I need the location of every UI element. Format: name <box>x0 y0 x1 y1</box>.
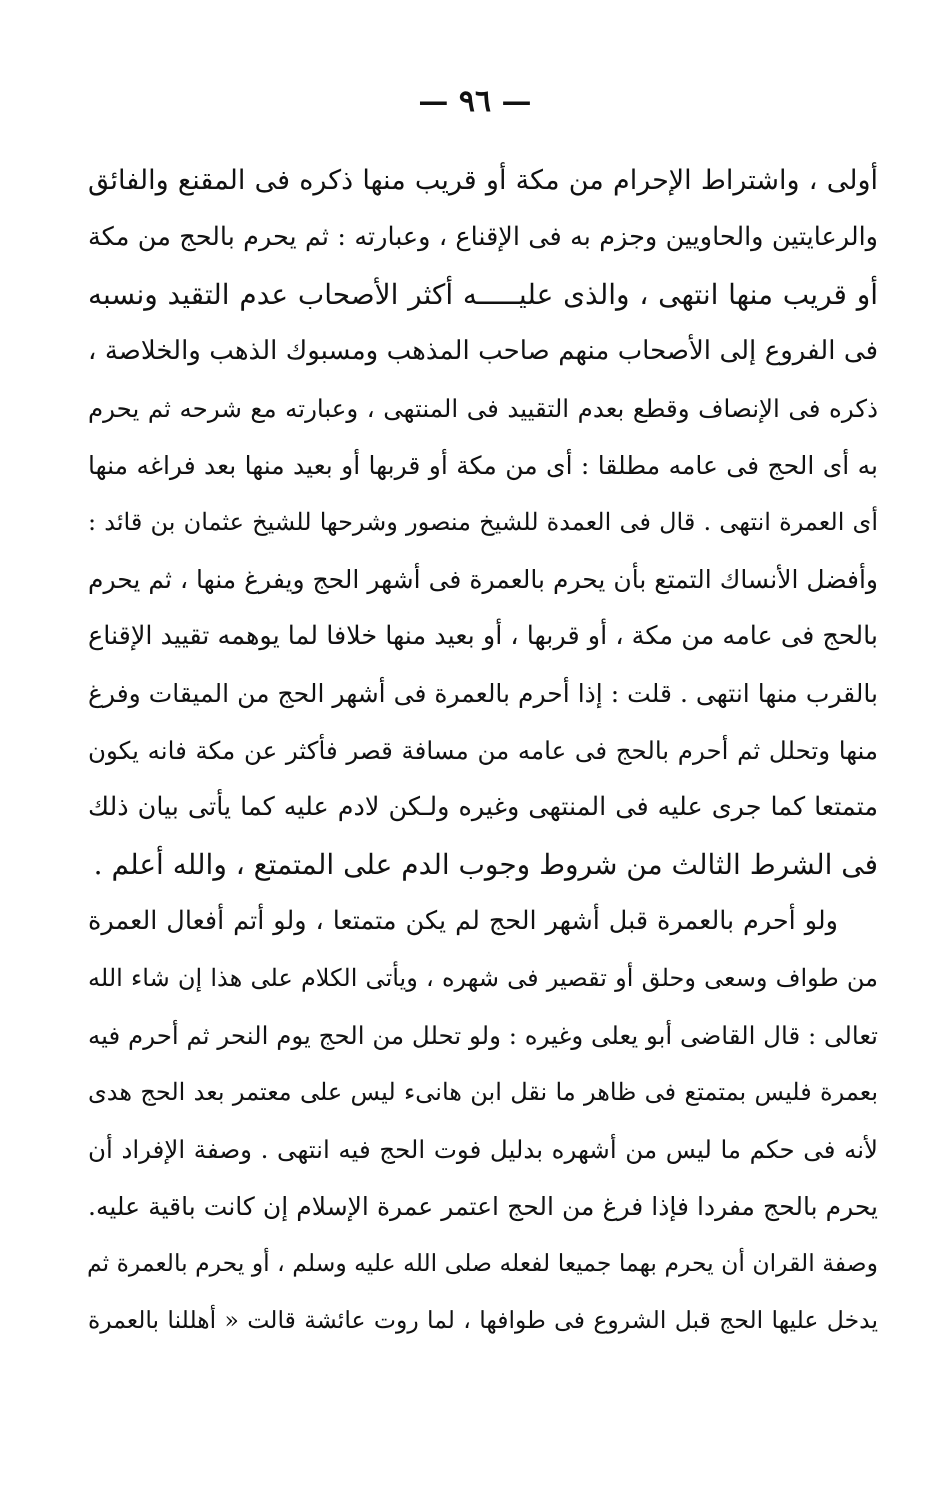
body-text <box>88 152 878 1349</box>
text-line: متمتعا كما جرى عليه فى المنتهى وغيره ولـكن لادم عليه كما يأتى بيان ذلك <box>88 792 878 822</box>
text-line: يحرم بالحج مفردا فإذا فرغ من الحج اعتمر عمرة الإسلام إن كانت باقية عليه. <box>88 1192 878 1221</box>
text-line: ولو أحرم بالعمرة قبل أشهر الحج لم يكن متمتعا ، ولو أتم أفعال العمرة <box>88 906 838 936</box>
text-line: بالقرب منها انتهى . قلت : إذا أحرم بالعمرة فى أشهر الحج من الميقات وفرغ <box>88 679 878 708</box>
text-line: أولى ، واشتراط الإحرام من مكة أو قريب منها ذكره فى المقنع والفائق <box>88 165 878 196</box>
page-number: — ٩٦ — <box>418 84 532 119</box>
text-line: من طواف وسعى وحلق أو تقصير فى شهره ، ويأتى الكلام على هذا إن شاء الله <box>88 964 878 992</box>
text-line: بعمرة فليس بمتمتع فى ظاهر ما نقل ابن هانىء ليس على معتمر بعد الحج هدى <box>88 1078 878 1106</box>
text-line: فى الفروع إلى الأصحاب منهم صاحب المذهب ومسبوك الذهب والخلاصة ، <box>88 336 878 366</box>
text-line: لأنه فى حكم ما ليس من أشهره بدليل فوت الحج فيه انتهى . وصفة الإفراد أن <box>88 1135 878 1164</box>
text-line: به أى الحج فى عامه مطلقا : أى من مكة أو قربها أو بعيد منها بعد فراغه منها <box>88 451 878 480</box>
text-line: وصفة القران أن يحرم بهما جميعا لفعله صلى الله عليه وسلم ، أو يحرم بالعمرة ثم <box>86 1249 878 1277</box>
text-line: وأفضل الأنساك التمتع بأن يحرم بالعمرة فى أشهر الحج ويفرغ منها ، ثم يحرم <box>88 565 878 594</box>
text-line: بالحج فى عامه من مكة ، أو قربها ، أو بعيد منها خلافا لما يوهمه تقييد الإقناع <box>88 621 878 651</box>
text-line: والرعايتين والحاويين وجزم به فى الإقناع ، وعبارته : ثم يحرم بالحج من مكة <box>88 222 878 252</box>
text-line: أو قريب منها انتهى ، والذى عليـــــه أكثر الأصحاب عدم التقيد ونسبه <box>88 278 878 311</box>
text-line: ذكره فى الإنصاف وقطع بعدم التقييد فى المنتهى ، وعبارته مع شرحه ثم يحرم <box>88 394 878 423</box>
text-line: أى العمرة انتهى . قال فى العمدة للشيخ منصور وشرحها للشيخ عثمان بن قائد : <box>88 508 878 536</box>
text-line: تعالى : قال القاضى أبو يعلى وغيره : ولو تحلل من الحج يوم النحر ثم أحرم فيه <box>88 1021 878 1050</box>
text-line: يدخل عليها الحج قبل الشروع فى طوافها ، لما روت عائشة قالت « أهللنا بالعمرة <box>88 1306 878 1334</box>
text-line: منها وتحلل ثم أحرم بالحج فى عامه من مسافة قصر فأكثر عن مكة فانه يكون <box>88 736 878 765</box>
text-line: فى الشرط الثالث من شروط وجوب الدم على المتمتع ، والله أعلم . <box>93 848 878 881</box>
